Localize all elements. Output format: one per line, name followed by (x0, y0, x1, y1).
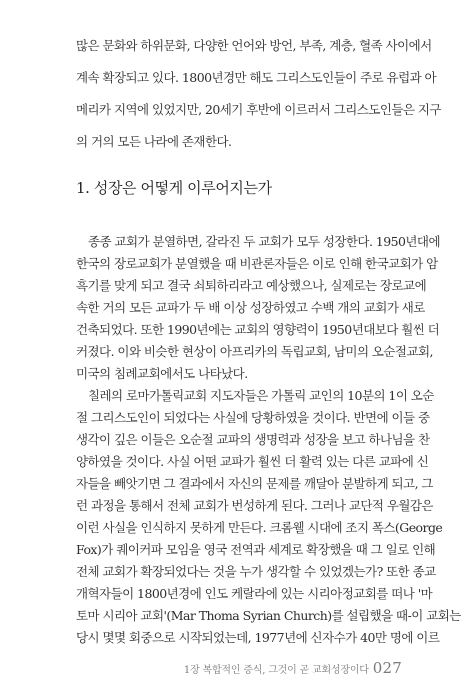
text-line: Fox)가 퀘이커파 모임을 영국 전역과 세계로 확장했을 때 그 일로 인해 (76, 542, 436, 557)
text-line: 건축되었다. 또한 1990년에는 교회의 영향력이 1950년대보다 훨씬 더 (76, 322, 440, 337)
text-line: 많은 문화와 하위문화, 다양한 언어와 방언, 부족, 계층, 혈족 사이에서 (76, 38, 432, 53)
text-line: 토마 시리아 교회'(Mar Thoma Syrian Church)를 설립했을 때-이 교회는 (76, 608, 461, 623)
text-line: 절 그리스도인이 되었다는 사실에 당황하였을 것이다. 반면에 이들 중 (76, 410, 430, 425)
page-footer (184, 658, 402, 677)
text-line: 양하였을 것이다. 사실 어떤 교파가 훨씬 더 활력 있는 다른 교파에 신 (76, 454, 429, 469)
text-line: 속한 거의 모든 교파가 두 배 이상 성장하였고 수백 개의 교회가 새로 (76, 300, 425, 315)
text-line: 개혁자들이 1800년경에 인도 케랄라에 있는 시리아정교회를 떠나 '마 (76, 586, 433, 601)
text-line: 종종 교회가 분열하면, 갈라진 두 교회가 모두 성장한다. 1950년대에 (88, 234, 440, 249)
page-number: 027 (372, 659, 402, 677)
text-line: 칠레의 로마가톨릭교회 지도자들은 가톨릭 교인의 10분의 1이 오순 (88, 388, 434, 403)
text-line: 흑기를 맞게 되고 결국 쇠퇴하리라고 예상했으나, 실제로는 장로교에 (76, 278, 427, 293)
text-line: 메리카 지역에 있었지만, 20세기 후반에 이르러서 그리스도인들은 지구 (76, 102, 441, 117)
running-title: 1장 복합적인 증식, 그것이 곧 교회성장이다 (183, 665, 369, 676)
text-line: 생각이 깊은 이들은 오순절 교파의 생명력과 성장을 보고 하나님을 찬 (76, 432, 430, 447)
text-line: 이런 사실을 인식하지 못하게 만든다. 크롬웰 시대에 조지 폭스(George (76, 520, 443, 535)
text-line: 한국의 장로교회가 분열했을 때 비관론자들은 이로 인해 한국교회가 암 (76, 256, 438, 271)
text-line: 의 거의 모든 나라에 존재한다. (76, 134, 232, 149)
text-line: 커졌다. 이와 비슷한 현상이 아프리카의 독립교회, 남미의 오순절교회, (76, 344, 433, 359)
text-line: 미국의 침례교회에서도 나타났다. (76, 366, 248, 381)
text-line: 전체 교회가 확장되었다는 것을 누가 생각할 수 있었겠는가? 또한 종교 (76, 564, 436, 579)
section-heading: 1. 성장은 어떻게 이루어지는가 (76, 179, 272, 197)
text-line: 계속 확장되고 있다. 1800년경만 해도 그리스도인들이 주로 유럽과 아 (76, 70, 437, 85)
text-line: 당시 몇몇 회중으로 시작되었는데, 1977년에 신자수가 40만 명에 이르 (76, 630, 440, 645)
text-line: 런 과정을 통해서 전체 교회가 번성하게 된다. 그러나 교단적 우월감은 (76, 498, 433, 513)
text-line: 자들을 빼앗기면 그 결과에서 자신의 문제를 깨달아 분발하게 되고, 그 (76, 476, 433, 491)
